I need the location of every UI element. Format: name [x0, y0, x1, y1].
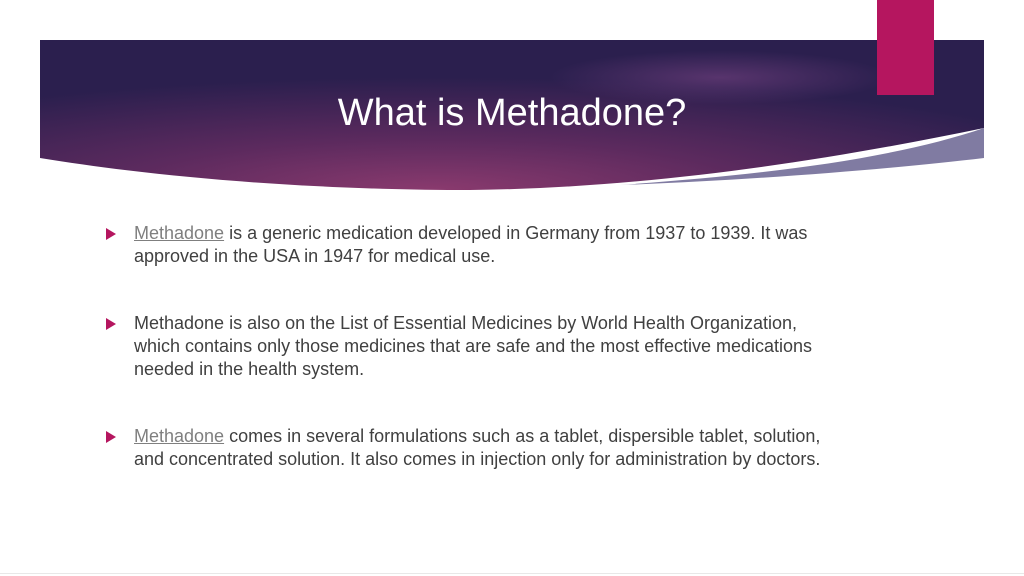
triangle-right-icon	[106, 228, 116, 240]
accent-tab	[877, 0, 934, 95]
bullet-text: Methadone is also on the List of Essential Medicines by World Health Organization, which contains only those medicines that are safe and the most effective medications needed in the health system.	[134, 313, 813, 379]
bullet-text: comes in several formulations such as a tablet, dispersible tablet, solution, and concentrated solution. It also comes in injection only for administration by doctors.	[134, 426, 821, 469]
methadone-link[interactable]: Methadone	[134, 426, 225, 446]
bullet-text: is a generic medication developed in Germany from 1937 to 1939. It was approved in the USA in 1947 for medical use.	[134, 223, 808, 266]
methadone-link[interactable]: Methadone	[134, 223, 225, 243]
triangle-right-icon	[106, 431, 116, 443]
triangle-right-icon	[106, 318, 116, 330]
bullet-item	[104, 222, 824, 268]
bullet-list	[104, 222, 824, 471]
slide-bottom-border	[0, 573, 1024, 574]
bullet-item	[104, 312, 824, 381]
slide-title: What is Methadone?	[337, 92, 687, 134]
bullet-item	[104, 425, 824, 471]
